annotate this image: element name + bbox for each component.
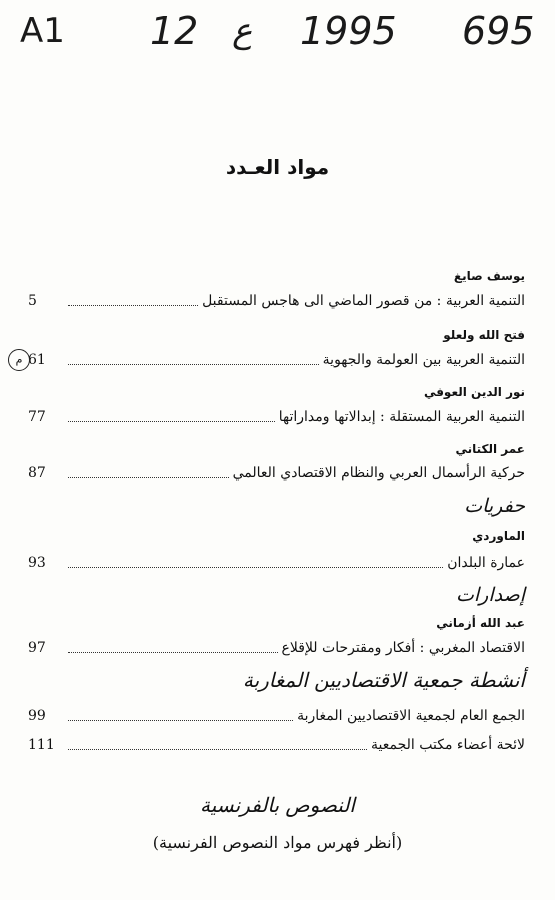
page-title: مواد العـدد (225, 155, 330, 179)
page-number: 87 (28, 465, 46, 481)
toc-entry[interactable] (28, 348, 525, 370)
toc-entry[interactable] (28, 405, 525, 427)
dot-leader (68, 720, 293, 721)
entry-title: التنمية العربية المستقلة : إبدالاتها ومداراتها (278, 409, 525, 425)
section-heading-activities: أنشطة جمعية الاقتصاديين المغاربة (242, 668, 525, 692)
handwritten-circle-mark: م (8, 349, 30, 371)
toc-entry[interactable] (28, 461, 525, 483)
dot-leader (68, 364, 319, 365)
entry-title: حركية الرأسمال العربي والنظام الاقتصادي العالمي (232, 465, 525, 481)
entry-title: الجمع العام لجمعية الاقتصاديين المغاربة (297, 708, 525, 724)
toc-entry[interactable] (28, 636, 525, 658)
author-name: فتح الله ولعلو (443, 328, 525, 342)
entry-title: عمارة البلدان (447, 555, 525, 571)
entry-title: الاقتصاد المغربي : أفكار ومقترحات للإقلاع (281, 640, 525, 656)
author-name: نور الدين العوفي (423, 385, 525, 399)
dot-leader (68, 421, 275, 422)
page-number: 5 (28, 293, 37, 309)
handwritten-issue: 12 (150, 9, 199, 53)
toc-entry[interactable] (28, 704, 525, 726)
entry-title: لائحة أعضاء مكتب الجمعية (371, 737, 525, 753)
page-number: 111 (28, 737, 55, 753)
author-name: عمر الكتاني (455, 442, 525, 456)
toc-entry[interactable] (28, 289, 525, 311)
page-number: 93 (28, 555, 46, 571)
dot-leader (68, 652, 278, 653)
dot-leader (68, 749, 367, 750)
page-number: 97 (28, 640, 46, 656)
entry-title: التنمية العربية : من قصور الماضي الى هاجس المستقبل (202, 293, 525, 309)
dot-leader (68, 567, 443, 568)
section-heading-hafriyat: حفريات (464, 495, 525, 517)
toc-entry[interactable] (28, 551, 525, 573)
entry-title: التنمية العربية بين العولمة والجهوية (322, 352, 525, 368)
handwritten-code: A1 (20, 11, 65, 51)
page-number: 77 (28, 409, 46, 425)
author-name: عبد الله أزماني (436, 616, 525, 630)
dot-leader (68, 305, 198, 306)
french-texts-note: (أنظر فهرس مواد النصوص الفرنسية) (152, 833, 403, 852)
handwritten-number: 695 (462, 9, 535, 53)
dot-leader (68, 477, 229, 478)
author-name: يوسف صايغ (453, 269, 525, 283)
toc-entry[interactable] (28, 733, 525, 755)
section-heading-isdarat: إصدارات (455, 584, 525, 606)
page-number: 61 (28, 352, 46, 368)
handwritten-letter: ع (232, 11, 253, 51)
handwritten-year: 1995 (300, 9, 397, 53)
page-number: 99 (28, 708, 46, 724)
french-texts-heading: النصوص بالفرنسية (200, 793, 355, 817)
author-name: الماوردي (472, 529, 525, 543)
